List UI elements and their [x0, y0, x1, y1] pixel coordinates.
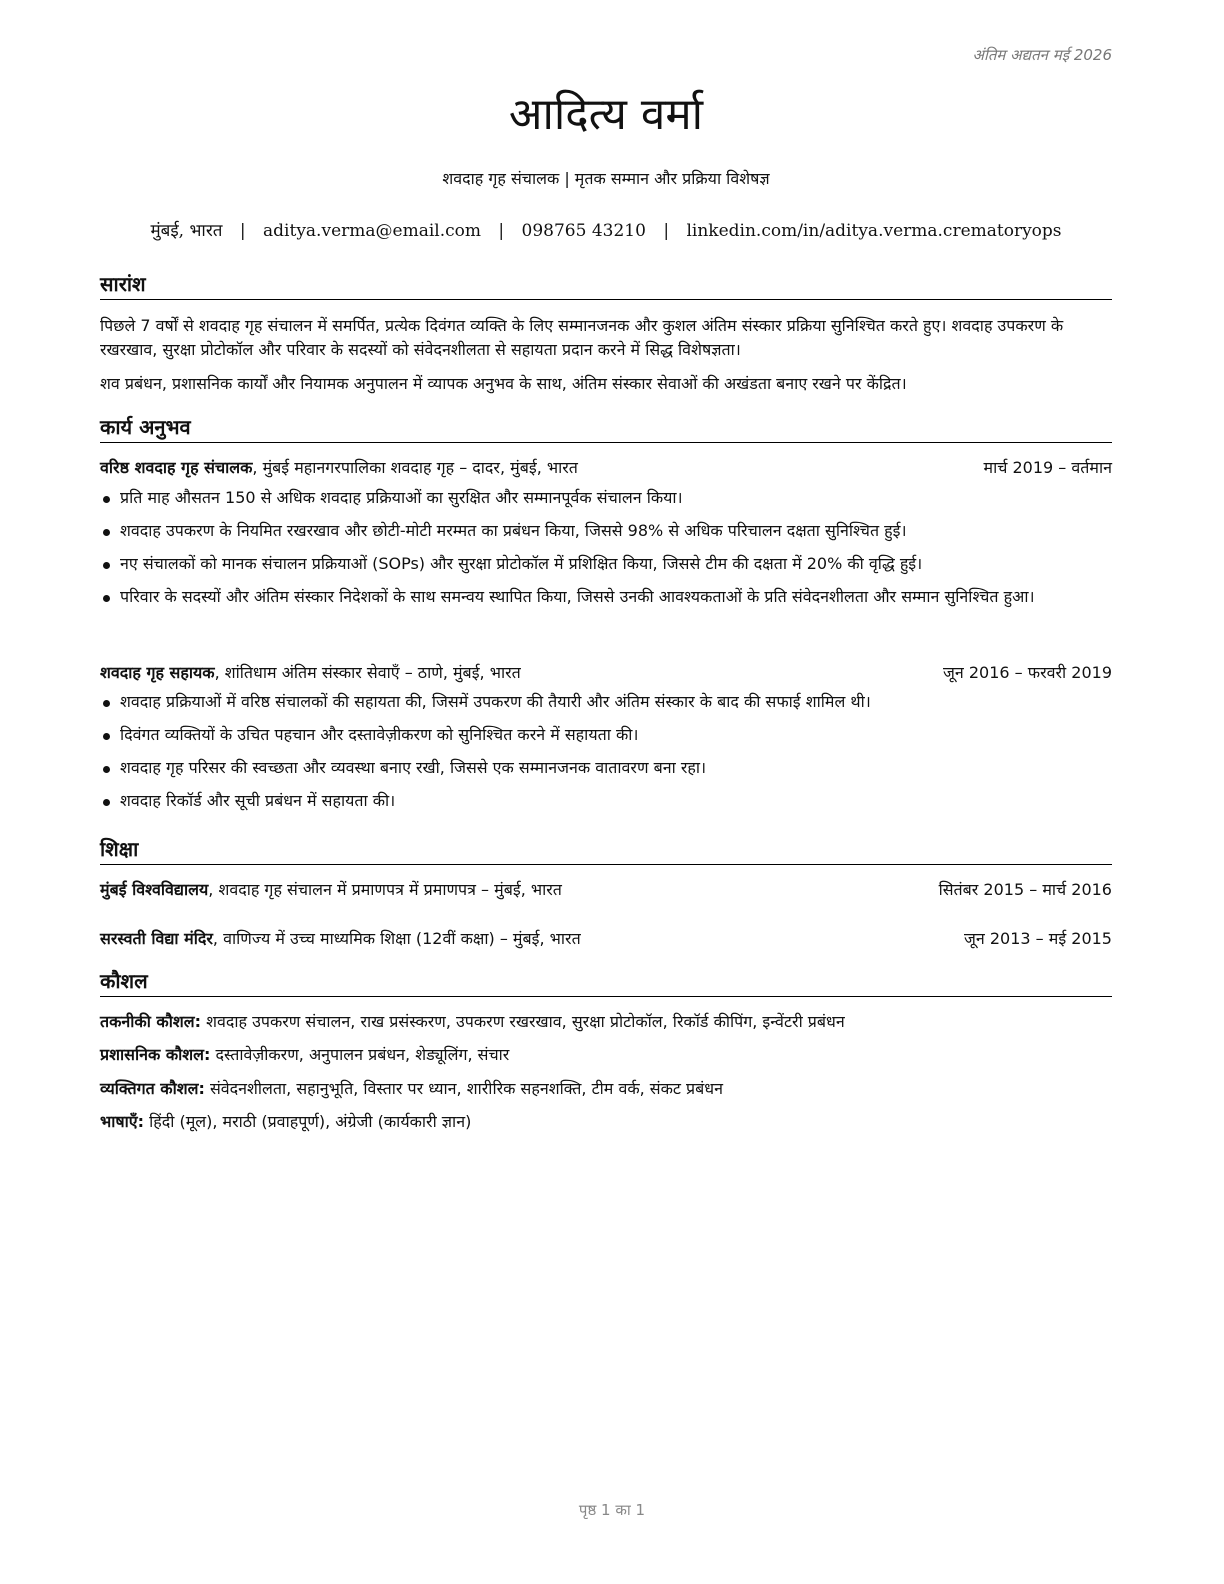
- contact-line: [100, 218, 1112, 244]
- skill-value: हिंदी (मूल), मराठी (प्रवाहपूर्ण), अंग्रेजी (कार्यकारी ज्ञान): [144, 1112, 472, 1131]
- contact-separator: |: [239, 221, 246, 241]
- skill-row: [100, 1077, 1112, 1101]
- contact-separator: |: [498, 221, 505, 241]
- education-detail: , वाणिज्य में उच्च माध्यमिक शिक्षा (12वीं कक्षा) – मुंबई, भारत: [212, 929, 581, 948]
- list-item: प्रति माह औसतन 150 से अधिक शवदाह प्रक्रियाओं का सुरक्षित और सम्मानपूर्वक संचालन किया।: [100, 486, 1112, 510]
- summary-paragraph: शव प्रबंधन, प्रशासनिक कार्यों और नियामक अनुपालन में व्यापक अनुभव के साथ, अंतिम संस्कार सेवाओं की अखंडता बनाए रखने पर केंद्रित।: [100, 374, 907, 393]
- job-dates: जून 2016 – फरवरी 2019: [943, 663, 1112, 682]
- job-header: [100, 660, 1112, 686]
- education-institution: मुंबई विश्वविद्यालय: [100, 880, 209, 899]
- education-detail: , शवदाह गृह संचालन में प्रमाणपत्र में प्रमाणपत्र – मुंबई, भारत: [208, 880, 562, 899]
- job-bullets: [100, 690, 1112, 822]
- section-title-education: शिक्षा: [100, 835, 1112, 865]
- section-title-summary: सारांश: [100, 270, 1112, 300]
- skill-row: [100, 1110, 1112, 1134]
- education-dates: सितंबर 2015 – मार्च 2016: [938, 880, 1112, 899]
- last-updated: अंतिम अद्यतन मई 2026: [972, 46, 1112, 64]
- contact-phone[interactable]: 098765 43210: [521, 221, 646, 241]
- education-entry: [100, 926, 1112, 952]
- skill-row: [100, 1010, 1112, 1034]
- job-role: वरिष्ठ शवदाह गृह संचालक: [100, 458, 253, 477]
- skill-value: संवेदनशीलता, सहानुभूति, विस्तार पर ध्यान, शारीरिक सहनशक्ति, टीम वर्क, संकट प्रबंधन: [204, 1079, 724, 1098]
- contact-separator: |: [663, 221, 670, 241]
- job-bullets: [100, 486, 1112, 618]
- job-header: [100, 455, 1112, 481]
- contact-linkedin[interactable]: linkedin.com/in/aditya.verma.crematoryops: [686, 221, 1062, 241]
- list-item: शवदाह गृह परिसर की स्वच्छता और व्यवस्था बनाए रखी, जिससे एक सम्मानजनक वातावरण बना रहा।: [100, 756, 1112, 780]
- contact-location: मुंबई, भारत: [150, 221, 223, 241]
- skill-value: दस्तावेज़ीकरण, अनुपालन प्रबंधन, शेड्यूलिंग, संचार: [210, 1045, 510, 1064]
- skill-value: शवदाह उपकरण संचालन, राख प्रसंस्करण, उपकरण रखरखाव, सुरक्षा प्रोटोकॉल, रिकॉर्ड कीपिंग, इन्वेंटरी प्रबंधन: [201, 1012, 845, 1031]
- education-entry: [100, 877, 1112, 903]
- skill-label: व्यक्तिगत कौशल:: [100, 1079, 205, 1098]
- skill-label: प्रशासनिक कौशल:: [100, 1045, 211, 1064]
- list-item: नए संचालकों को मानक संचालन प्रक्रियाओं (SOPs) और सुरक्षा प्रोटोकॉल में प्रशिक्षित किया, जिससे टीम की दक्षता में 20% की वृद्धि हुई।: [100, 552, 1112, 576]
- job-role: शवदाह गृह सहायक: [100, 663, 215, 682]
- job-dates: मार्च 2019 – वर्तमान: [983, 458, 1112, 477]
- contact-email[interactable]: aditya.verma@email.com: [263, 221, 481, 241]
- candidate-name: आदित्य वर्मा: [508, 89, 704, 140]
- resume-page: [100, 0, 1112, 1584]
- list-item: शवदाह रिकॉर्ड और सूची प्रबंधन में सहायता की।: [100, 789, 1112, 813]
- section-title-skills: कौशल: [100, 967, 1112, 997]
- job-organization: , मुंबई महानगरपालिका शवदाह गृह – दादर, मुंबई, भारत: [252, 458, 578, 477]
- education-dates: जून 2013 – मई 2015: [964, 929, 1112, 948]
- list-item: शवदाह उपकरण के नियमित रखरखाव और छोटी-मोटी मरम्मत का प्रबंधन किया, जिससे 98% से अधिक परिचालन दक्षता सुनिश्चित हुई।: [100, 519, 1112, 543]
- list-item: दिवंगत व्यक्तियों के उचित पहचान और दस्तावेज़ीकरण को सुनिश्चित करने में सहायता की।: [100, 723, 1112, 747]
- section-title-experience: कार्य अनुभव: [100, 413, 1112, 443]
- summary-paragraph: पिछले 7 वर्षों से शवदाह गृह संचालन में समर्पित, प्रत्येक दिवंगत व्यक्ति के लिए सम्मानजनक और कुशल अंतिम संस्कार प्रक्रिया सुनिश्चित करते हुए। शवदाह उपकरण के रखरखाव, सुरक्षा प्रोटोकॉल और परिवार के सदस्यों को संवेदनशीलता से सहायता प्रदान करने में सिद्ध विशेषज्ञता।: [100, 316, 1064, 359]
- education-institution: सरस्वती विद्या मंदिर: [100, 929, 213, 948]
- tagline: शवदाह गृह संचालक | मृतक सम्मान और प्रक्रिया विशेषज्ञ: [442, 169, 770, 188]
- skill-label: तकनीकी कौशल:: [100, 1012, 201, 1031]
- skill-label: भाषाएँ:: [100, 1112, 145, 1131]
- skill-row: [100, 1043, 1112, 1067]
- page-indicator: पृष्ठ 1 का 1: [578, 1501, 646, 1519]
- list-item: परिवार के सदस्यों और अंतिम संस्कार निदेशकों के साथ समन्वय स्थापित किया, जिससे उनकी आवश्यकताओं के प्रति संवेदनशीलता और सम्मान सुनिश्चित हुआ।: [100, 585, 1112, 609]
- job-organization: , शांतिधाम अंतिम संस्कार सेवाएँ – ठाणे, मुंबई, भारत: [214, 663, 521, 682]
- list-item: शवदाह प्रक्रियाओं में वरिष्ठ संचालकों की सहायता की, जिसमें उपकरण की तैयारी और अंतिम संस्कार के बाद की सफाई शामिल थी।: [100, 690, 1112, 714]
